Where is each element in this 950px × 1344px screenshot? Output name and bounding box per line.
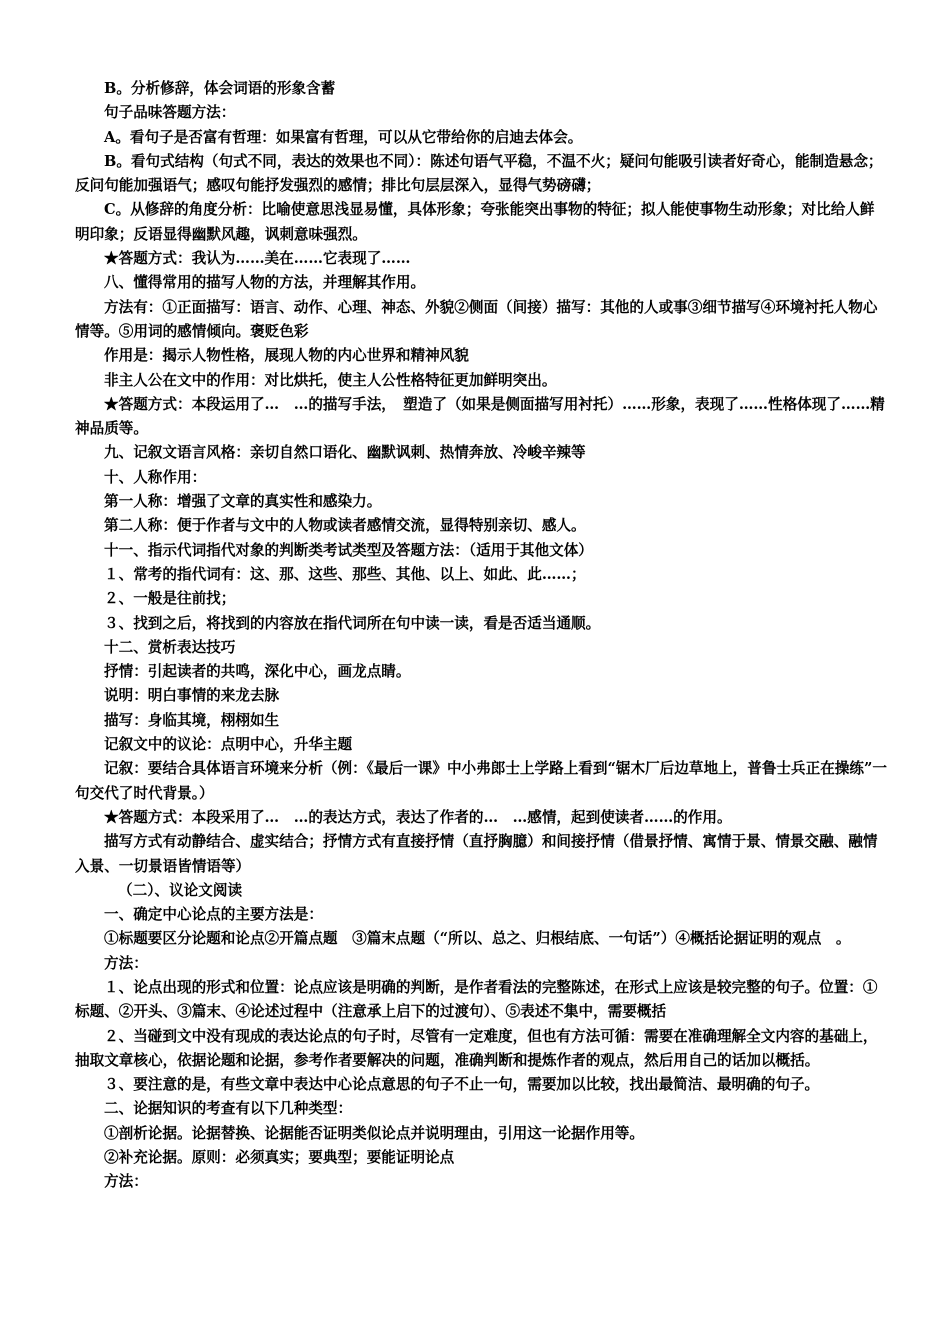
- text-line: １、论点出现的形式和位置：论点应该是明确的判断，是作者看法的完整陈述，在形式上应该是较完整的句子。位置：①标题、②开头、③篇末、④论述过程中（注意承上启下的过渡句）、⑤表述不集中，需要概括: [75, 978, 878, 1021]
- text-line: 作用是：揭示人物性格，展现人物的内心世界和精神风貌: [104, 347, 469, 365]
- text-line: 描写方式有动静结合、虚实结合；抒情方式有直接抒情（直抒胸臆）和间接抒情（借景抒情、寓情于景、情景交融、融情入景、一切景语皆情语等）: [75, 833, 878, 875]
- section-heading: 十二、赏析表达技巧: [104, 638, 236, 656]
- text-line: ２、当碰到文中没有现成的表达论点的句子时，尽管有一定难度，但也有方法可循：需要在准确理解全文内容的基础上，抽取文章核心，依据论题和论据，参考作者要解决的问题，准确判断和提炼作者的观点，然后用自己的话加以概括。: [75, 1027, 878, 1069]
- text-line: ①剖析论据。论据替换、论据能否证明类似论点并说明理由，引用这一论据作用等。: [104, 1124, 644, 1142]
- text-line: 抒情：引起读者的共鸣，深化中心，画龙点睛。: [104, 663, 411, 681]
- text-line: ３、找到之后，将找到的内容放在指代词所在句中读一读，看是否适当通顺。: [104, 614, 601, 632]
- chapter-heading: （二）、议论文阅读: [118, 881, 243, 899]
- text-line: ３、要注意的是，有些文章中表达中心论点意思的句子不止一句，需要加以比较，找出最简洁、最明确的句子。: [104, 1076, 820, 1094]
- document-body: [75, 77, 887, 1195]
- text-line: 第一人称：增强了文章的真实性和感染力。: [104, 493, 382, 511]
- text-line: ①标题要区分论题和论点②开篇点题 ③篇末点题（“所以、总之、归根结底、一句话”）④概括论据证明的观点 。: [104, 930, 851, 948]
- text-line: 说明：明白事情的来龙去脉: [104, 687, 280, 705]
- text-line: ②补充论据。原则：必须真实；要典型；要能证明论点: [104, 1149, 455, 1167]
- text-line: 方法：: [104, 1173, 148, 1191]
- text-line: 非主人公在文中的作用：对比烘托，使主人公性格特征更加鲜明突出。: [104, 371, 557, 389]
- section-heading: 九、记叙文语言风格：亲切自然口语化、幽默讽刺、热情奔放、冷峻辛辣等: [104, 444, 586, 462]
- text-line: 记叙文中的议论：点明中心，升华主题: [104, 736, 353, 754]
- text-line: 第二人称：便于作者与文中的人物或读者感情交流，显得特别亲切、感人。: [104, 517, 586, 535]
- text-line: B。看句式结构（句式不同，表达的效果也不同）：陈述句语气平稳，不温不火；疑问句能吸引读者好奇心，能制造悬念；反问句能加强语气；感叹句能抒发强烈的感情；排比句层层深入，显得气势磅礴；: [75, 152, 883, 195]
- section-heading: 十、人称作用：: [104, 468, 207, 486]
- text-line: 方法：: [104, 954, 148, 972]
- text-line: 句子品味答题方法：: [104, 104, 236, 122]
- text-line: 描写：身临其境，栩栩如生: [104, 711, 280, 729]
- section-heading: 二、论据知识的考查有以下几种类型：: [104, 1100, 353, 1118]
- text-line: ２、一般是往前找；: [104, 590, 236, 608]
- text-line: ★答题方式：本段运用了… …的描写手法， 塑造了（如果是侧面描写用衬托）……形象，表现了……性格体现了……精神品质等。: [75, 395, 885, 438]
- text-line: B。分析修辞，体会词语的形象含蓄: [104, 80, 336, 97]
- text-line: A。看句子是否富有哲理：如果富有哲理，可以从它带给你的启迪去体会。: [104, 128, 583, 146]
- text-line: C。从修辞的角度分析：比喻使意思浅显易懂，具体形象；夸张能突出事物的特征；拟人能使事物生动形象；对比给人鲜明印象；反语显得幽默风趣，讽刺意味强烈。: [75, 201, 875, 243]
- text-line: 记叙：要结合具体语言环境来分析（例：《最后一课》中小弗郎士上学路上看到“锯木厂后边草地上，普鲁士兵正在操练”一句交代了时代背景。）: [75, 760, 887, 802]
- section-heading: 一、确定中心论点的主要方法是：: [104, 906, 323, 924]
- section-heading: 十一、指示代词指代对象的判断类考试类型及答题方法：（适用于其他文体）: [104, 541, 593, 559]
- text-line: ★答题方式：我认为……美在……它表现了……: [104, 250, 411, 268]
- text-line: 方法有：①正面描写：语言、动作、心理、神态、外貌②侧面（间接）描写：其他的人或事③细节描写④环境衬托人物心情等。⑤用词的感情倾向。褒贬色彩: [75, 298, 878, 340]
- text-line: １、常考的指代词有：这、那、这些、那些、其他、以上、如此、此……；: [104, 565, 586, 583]
- text-line: ★答题方式：本段采用了… …的表达方式，表达了作者的… …感情，起到使读者……的作用。: [104, 808, 732, 826]
- section-heading: 八、懂得常用的描写人物的方法，并理解其作用。: [104, 274, 426, 292]
